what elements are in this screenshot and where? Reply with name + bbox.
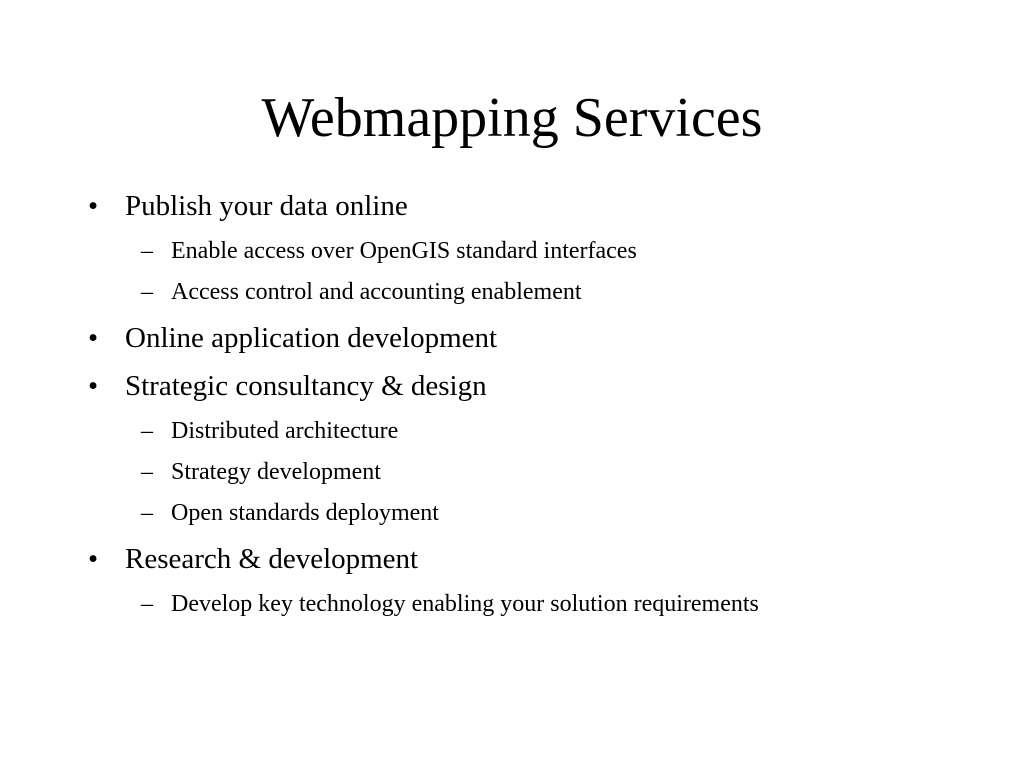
sub-bullet-item xyxy=(141,416,398,446)
bullet-text: Online application development xyxy=(125,322,498,354)
bullet-text: Strategic consultancy & design xyxy=(125,370,487,402)
slide-title: Webmapping Services xyxy=(261,87,763,149)
sub-bullet-marker: – xyxy=(141,418,153,444)
sub-bullet-text: Open standards deployment xyxy=(171,500,439,526)
bullet-marker: • xyxy=(88,322,99,354)
sub-bullet-item xyxy=(141,236,637,266)
bullet-text: Publish your data online xyxy=(125,190,408,222)
bullet-marker: • xyxy=(88,190,99,222)
sub-bullet-marker: – xyxy=(141,238,153,264)
sub-bullet-item xyxy=(141,498,439,528)
bullet-item xyxy=(88,320,497,356)
sub-bullet-text: Strategy development xyxy=(171,459,381,485)
sub-bullet-item xyxy=(141,277,582,307)
sub-bullet-marker: – xyxy=(141,279,153,305)
bullet-item xyxy=(88,188,408,224)
sub-bullet-marker: – xyxy=(141,459,153,485)
bullet-marker: • xyxy=(88,543,99,575)
bullet-marker: • xyxy=(88,370,99,402)
sub-bullet-marker: – xyxy=(141,500,153,526)
sub-bullet-text: Enable access over OpenGIS standard interfaces xyxy=(171,238,637,264)
sub-bullet-text: Distributed architecture xyxy=(171,418,399,444)
sub-bullet-text: Access control and accounting enablement xyxy=(171,279,582,305)
bullet-item xyxy=(88,541,418,577)
bullet-text: Research & development xyxy=(125,543,419,575)
sub-bullet-item xyxy=(141,457,381,487)
bullet-item xyxy=(88,368,487,404)
sub-bullet-text: Develop key technology enabling your solution requirements xyxy=(171,591,759,617)
sub-bullet-marker: – xyxy=(141,591,153,617)
sub-bullet-item xyxy=(141,589,759,619)
